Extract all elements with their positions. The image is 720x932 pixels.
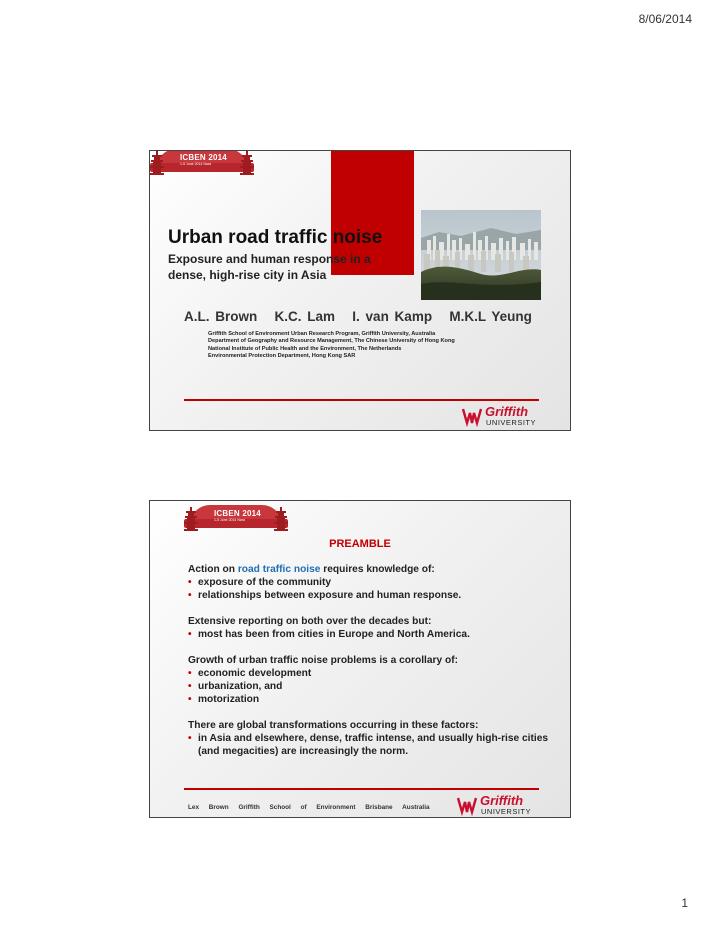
- paragraph-intro: Extensive reporting on both over the decades but:: [188, 616, 432, 627]
- affiliation: Department of Geography and Resource Management, The Chinese University of Hong Kong: [208, 338, 455, 345]
- griffith-university: UNIVERSITY: [486, 418, 537, 427]
- affiliation: National Institute of Public Health and the Environment, The Netherlands: [208, 345, 402, 352]
- griffith-name: Griffith: [480, 793, 524, 808]
- author: A.L. Brown: [184, 309, 258, 324]
- page-date: 8/06/2014: [638, 12, 692, 26]
- bullet-item: • most has been from cities in Europe and North America.: [188, 628, 558, 641]
- paragraph-intro: [188, 563, 558, 576]
- paragraph: [188, 615, 558, 641]
- highlight-text: road traffic noise: [237, 564, 321, 575]
- bullet-item: • relationships between exposure and human response.: [188, 589, 558, 602]
- slide-subtitle: [168, 251, 398, 283]
- footer-item: Brisbane: [365, 804, 393, 811]
- preamble-slide: [149, 500, 571, 818]
- slide-heading: PREAMBLE: [329, 538, 391, 550]
- authors: [184, 309, 532, 324]
- text: Action on: [188, 564, 238, 575]
- author: K.C. Lam: [274, 309, 336, 324]
- icben-logo: [184, 505, 288, 535]
- griffith-crest-icon: [461, 405, 483, 427]
- author: M.K.L Yeung: [449, 309, 532, 324]
- logo-subtext: 1-5 June 2014 Nara: [214, 518, 245, 522]
- bullet-item: • exposure of the community: [188, 576, 558, 589]
- pagoda-icon: [274, 507, 288, 535]
- logo-text: ICBEN 2014: [214, 509, 261, 518]
- griffith-university-logo: [456, 794, 532, 818]
- paragraph: [188, 654, 558, 706]
- logo-text: ICBEN 2014: [180, 153, 227, 162]
- footer-item: Australia: [402, 804, 430, 811]
- griffith-university: UNIVERSITY: [481, 807, 532, 816]
- author: I. van Kamp: [352, 309, 433, 324]
- text: requires knowledge of:: [320, 564, 435, 575]
- logo-subtext: 1-5 June 2014 Nara: [180, 162, 211, 166]
- bullet-item: • motorization: [188, 693, 558, 706]
- affiliation: Environmental Protection Department, Hong Kong SAR: [208, 353, 356, 360]
- pagoda-icon: [184, 507, 198, 535]
- pagoda-icon: [150, 151, 164, 179]
- griffith-crest-icon: [456, 794, 478, 816]
- hong-kong-skyline-photo: [421, 210, 541, 300]
- slide-body: [188, 563, 558, 771]
- bullet-item: • economic development: [188, 667, 558, 680]
- subtitle-line: dense, high-rise city in Asia: [168, 268, 327, 282]
- affiliation: Griffith School of Environment Urban Research Program, Griffith University, Australia: [208, 331, 436, 337]
- subtitle-line: Exposure and human response in a: [168, 252, 371, 266]
- title-slide: [149, 150, 571, 431]
- griffith-university-logo: [461, 405, 537, 429]
- page-number: 1: [681, 896, 688, 910]
- griffith-name: Griffith: [485, 404, 529, 419]
- footer-item: Griffith School of Environment: [238, 804, 356, 811]
- bullet-item: • urbanization, and: [188, 680, 558, 693]
- paragraph: [188, 563, 558, 602]
- paragraph: [188, 719, 558, 758]
- affiliations: [208, 331, 455, 361]
- slide-title: Urban road traffic noise: [168, 227, 383, 248]
- pagoda-icon: [240, 151, 254, 179]
- footer-item: Lex Brown: [188, 804, 229, 811]
- bullet-item: • in Asia and elsewhere, dense, traffic intense, and usually high-rise cities (and megacities) are increasingly the norm.: [188, 732, 558, 758]
- icben-logo: [150, 150, 254, 179]
- divider-rule: [184, 788, 539, 790]
- slide-footer: [188, 804, 430, 811]
- paragraph-intro: There are global transformations occurring in these factors:: [188, 720, 479, 731]
- divider-rule: [184, 399, 539, 401]
- paragraph-intro: Growth of urban traffic noise problems is a corollary of:: [188, 655, 459, 666]
